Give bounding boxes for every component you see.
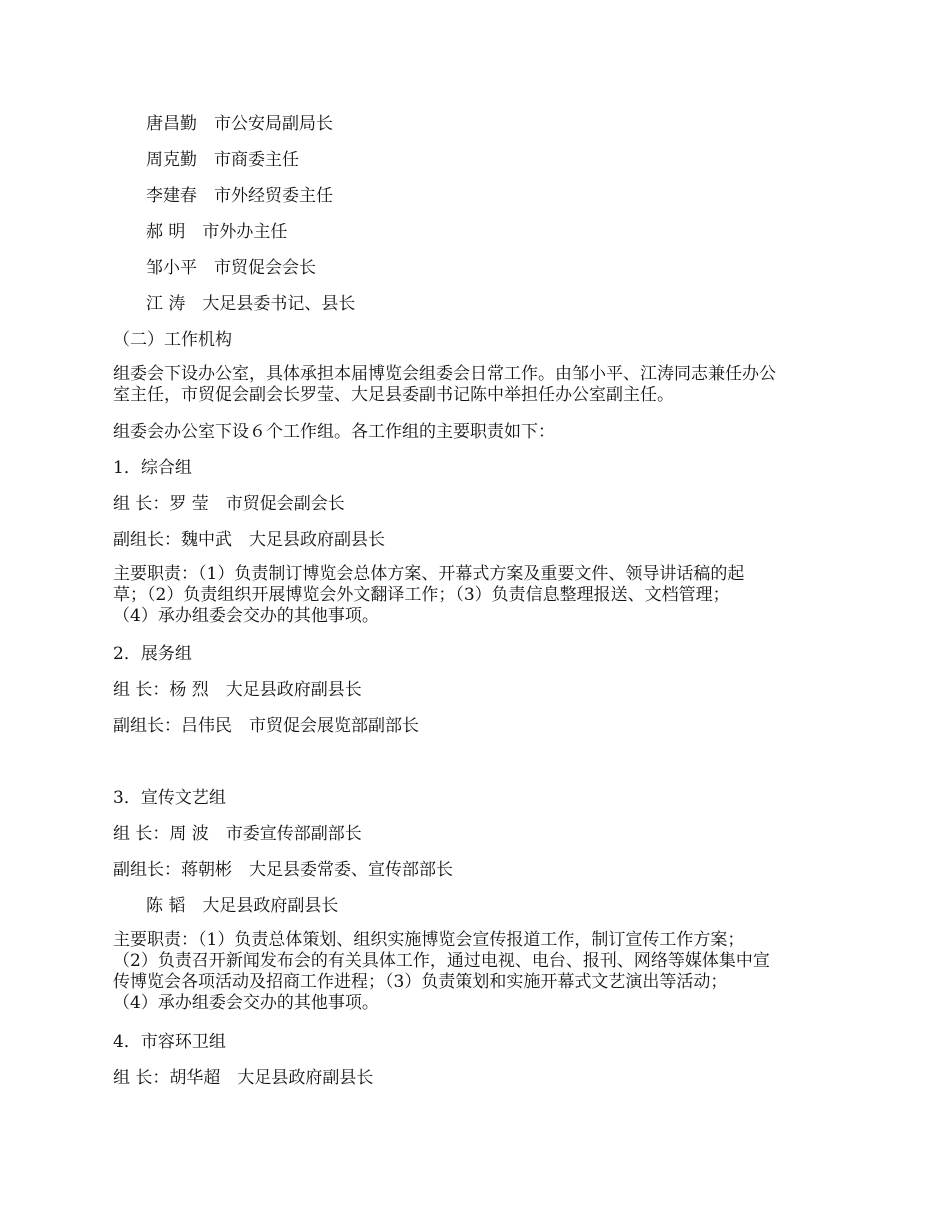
office-paragraph: 组委会下设办公室，具体承担本届博览会组委会日常工作。由邹小平、江涛同志兼任办公 室主任，市贸促会副会长罗莹、大足县委副书记陈中举担任办公室副主任。 — [113, 364, 776, 405]
group-leader: 组 长：罗 莹 市贸促会副会长 — [113, 494, 345, 514]
group-title: 2．展务组 — [113, 644, 192, 664]
member-line: 郝 明 市外办主任 — [146, 222, 288, 242]
section-heading: （二）工作机构 — [113, 330, 232, 350]
member-line: 邹小平 市贸促会会长 — [146, 258, 316, 278]
member-line: 江 涛 大足县委书记、县长 — [146, 294, 356, 314]
group-title: 3．宣传文艺组 — [113, 788, 226, 808]
group-duties: 主要职责：（1）负责制订博览会总体方案、开幕式方案及重要文件、领导讲话稿的起 草；（2）负责组织开展博览会外文翻译工作；（3）负责信息整理报送、文档管理； （4）承办组委会交办的其他事项。 — [113, 564, 745, 626]
group-duties: 主要职责：（1）负责总体策划、组织实施博览会宣传报道工作，制订宣传工作方案； （2）负责召开新闻发布会的有关具体工作，通过电视、电台、报刊、网络等媒体集中宣 传博览会各项活动及招商工作进程；（3）负责策划和实施开幕式文艺演出等活动； （4）承办组委会交办的其他事项。 — [113, 930, 770, 1013]
group-deputy: 副组长：吕伟民 市贸促会展览部副部长 — [113, 716, 419, 736]
group-deputy: 副组长：魏中武 大足县政府副县长 — [113, 530, 385, 550]
group-title: 1．综合组 — [113, 458, 192, 478]
member-line: 唐昌勤 市公安局副局长 — [146, 114, 333, 134]
group-leader: 组 长：杨 烈 大足县政府副县长 — [113, 680, 362, 700]
group-title: 4．市容环卫组 — [113, 1032, 226, 1052]
group-leader: 组 长：周 波 市委宣传部副部长 — [113, 824, 362, 844]
member-line: 李建春 市外经贸委主任 — [146, 186, 333, 206]
groups-intro: 组委会办公室下设６个工作组。各工作组的主要职责如下： — [113, 422, 555, 442]
group-deputy: 陈 韬 大足县政府副县长 — [146, 896, 339, 916]
group-leader: 组 长：胡华超 大足县政府副县长 — [113, 1068, 374, 1088]
group-deputy: 副组长：蒋朝彬 大足县委常委、宣传部部长 — [113, 860, 453, 880]
member-line: 周克勤 市商委主任 — [146, 150, 299, 170]
